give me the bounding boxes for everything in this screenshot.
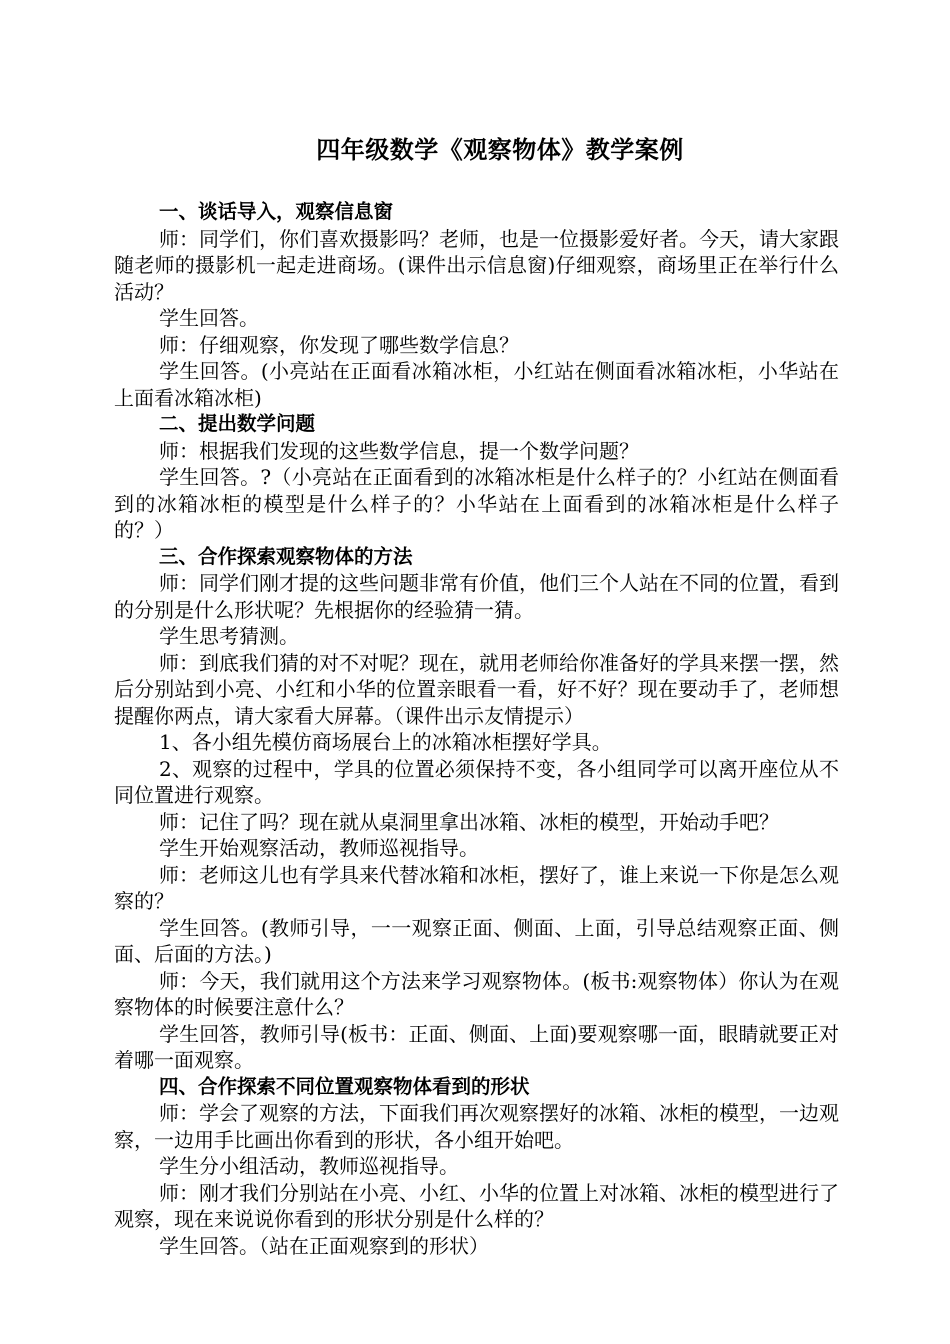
paragraph: 学生回答。(小亮站在正面看冰箱冰柜，小红站在侧面看冰箱冰柜，小华站在上面看冰箱冰柜) [114,359,839,410]
paragraph: 师：同学们刚才提的这些问题非常有价值，他们三个人站在不同的位置，看到的分别是什么形状呢？先根据你的经验猜一猜。 [114,571,839,622]
paragraph: 师：学会了观察的方法，下面我们再次观察摆好的冰箱、冰柜的模型，一边观察，一边用手比画出你看到的形状，各小组开始吧。 [114,1101,839,1152]
paragraph: 学生回答。 [159,306,259,330]
paragraph: 学生思考猜测。 [159,624,299,648]
paragraph: 师：到底我们猜的对不对呢？现在，就用老师给你准备好的学具来摆一摆，然后分别站到小亮、小红和小华的位置亲眼看一看，好不好？现在要动手了，老师想提醒你两点，请大家看大屏幕。（课件出示友情提示） [114,650,839,728]
paragraph: 师：记住了吗？现在就从桌洞里拿出冰箱、冰柜的模型，开始动手吧？ [159,809,779,834]
paragraph: 学生开始观察活动，教师巡视指导。 [159,836,479,860]
list-item: 2、观察的过程中，学具的位置必须保持不变，各小组同学可以离开座位从不同位置进行观察。 [114,756,839,807]
paragraph: 学生回答。(教师引导，一一观察正面、侧面、上面，引导总结观察正面、侧面、后面的方法。) [114,915,839,966]
document-body [114,199,839,1259]
list-item: 1、各小组先模仿商场展台上的冰箱冰柜摆好学具。 [159,730,612,754]
paragraph: 学生回答。?（小亮站在正面看到的冰箱冰柜是什么样子的？小红站在侧面看到的冰箱冰柜的模型是什么样子的？小华站在上面看到的冰箱冰柜是什么样子的？） [114,465,839,542]
section-heading: 四、合作探索不同位置观察物体看到的形状 [159,1074,530,1098]
paragraph: 师：今天，我们就用这个方法来学习观察物体。(板书:观察物体）你认为在观察物体的时候要注意什么？ [114,968,839,1019]
paragraph: 学生分小组活动，教师巡视指导。 [159,1154,459,1178]
paragraph: 学生回答。（站在正面观察到的形状） [159,1233,489,1258]
paragraph: 师：同学们，你们喜欢摄影吗？老师，也是一位摄影爱好者。今天，请大家跟随老师的摄影机一起走进商场。(课件出示信息窗)仔细观察，商场里正在举行什么活动？ [114,226,839,304]
section-heading: 三、合作探索观察物体的方法 [159,544,413,568]
paragraph: 师：仔细观察，你发现了哪些数学信息？ [159,332,519,357]
section-heading: 二、提出数学问题 [159,412,316,435]
paragraph: 学生回答，教师引导(板书：正面、侧面、上面)要观察哪一面，眼睛就要正对着哪一面观察。 [114,1021,839,1072]
paragraph: 师：老师这儿也有学具来代替冰箱和冰柜，摆好了，谁上来说一下你是怎么观察的？ [114,862,839,913]
document-title: 四年级数学《观察物体》教学案例 [316,136,684,164]
paragraph: 师：刚才我们分别站在小亮、小红、小华的位置上对冰箱、冰柜的模型进行了观察，现在来说说你看到的形状分别是什么样的？ [114,1180,839,1231]
paragraph: 师：根据我们发现的这些数学信息，提一个数学问题？ [159,438,639,463]
section-heading: 一、谈话导入，观察信息窗 [159,200,394,223]
